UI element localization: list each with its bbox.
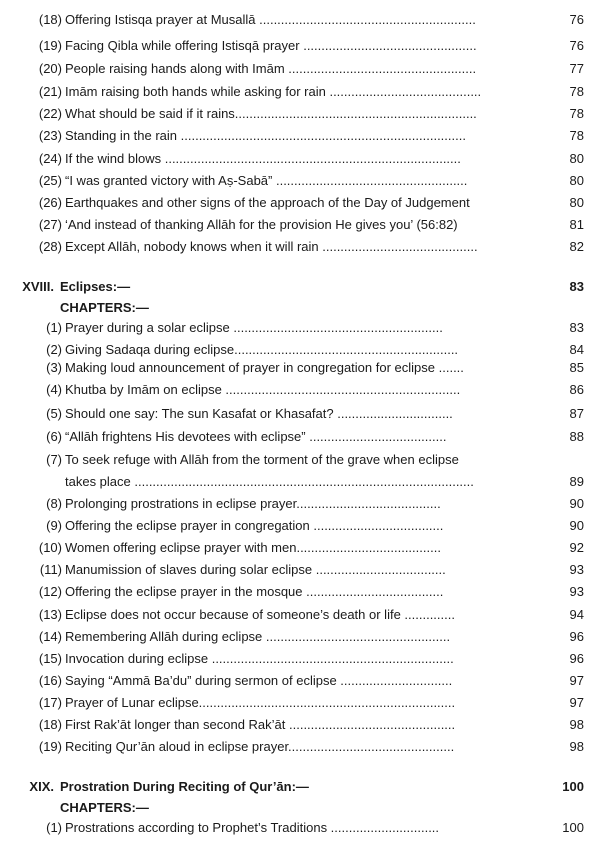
entry-number: (13) [38,607,62,622]
entry-title: Prayer of Lunar eclipse....................................................................... [65,695,456,710]
entry-number: (23) [38,128,62,143]
entry-page: 90 [569,496,584,511]
entry-number: (2) [46,342,62,357]
entry-title: What should be said if it rains................................................................... [65,106,477,121]
entry-title: Women offering eclipse prayer with men........................................ [65,540,441,555]
toc-entry [28,126,584,146]
entry-page: 87 [569,406,584,421]
entry-page: 97 [569,673,584,688]
entry-number: (9) [46,518,62,533]
entry-page: 82 [569,239,584,254]
entry-number: (19) [38,739,62,754]
entry-page: 98 [569,717,584,732]
entry-page: 97 [569,695,584,710]
toc-entry [28,715,584,735]
toc-entry [28,560,584,580]
entry-page: 96 [569,651,584,666]
entry-number: (21) [38,84,62,99]
toc-entry [28,82,584,102]
entry-title: ‘And instead of thanking Allāh for the provision He gives you’ (56:82) [65,217,458,232]
entry-title: Facing Qibla while offering Istisqā prayer ................................................ [65,38,477,53]
toc-entry [28,104,584,124]
entry-number: (27) [38,217,62,232]
entry-title: If the wind blows .................................................................................. [65,151,461,166]
entry-page: 100 [562,820,584,835]
entry-title: takes place .............................................................................................. [65,474,474,489]
entry-page: 94 [569,607,584,622]
entry-number: (19) [38,38,62,53]
entry-number: (7) [46,452,62,467]
entry-number: (8) [46,496,62,511]
toc-entry [28,10,584,30]
toc-entry [28,671,584,691]
toc-entry [28,427,584,447]
entry-number: (4) [46,382,62,397]
toc-entry [28,36,584,56]
toc-entry [28,582,584,602]
entry-number: (5) [46,406,62,421]
entry-page: 83 [569,320,584,335]
entry-number: (1) [46,320,62,335]
toc-entry [28,737,584,757]
entry-page: 76 [569,12,584,27]
entry-title: Standing in the rain ............................................................................... [65,128,466,143]
entry-number: (12) [38,584,62,599]
toc-entry [28,318,584,338]
entry-page: 96 [569,629,584,644]
entry-title: Remembering Allāh during eclipse ................................................... [65,629,451,644]
entry-title: Except Allāh, nobody knows when it will rain ........................................... [65,239,478,254]
entry-page: 88 [569,429,584,444]
toc-entry [28,237,584,257]
toc-entry [28,649,584,669]
section-title: Prostration During Reciting of Qur’ān:— [60,779,309,794]
entry-title: Offering Istisqa prayer at Musallā ............................................................ [65,12,476,27]
entry-page: 78 [569,106,584,121]
entry-number: (18) [38,717,62,732]
entry-title: “I was granted victory with Aṣ-Sabā” ..................................................... [65,173,468,188]
entry-title: Prostrations according to Prophet’s Traditions .............................. [65,820,440,835]
entry-title: People raising hands along with Imām .................................................... [65,61,477,76]
toc-entry [28,59,584,79]
entry-number: (25) [38,173,62,188]
toc-entry [28,404,584,424]
toc-entry [28,149,584,169]
toc-entry [28,193,584,213]
entry-page: 77 [569,61,584,76]
entry-page: 78 [569,84,584,99]
entry-number: (18) [38,12,62,27]
entry-number: (3) [46,360,62,375]
entry-number: (11) [39,562,62,577]
toc-entry [28,516,584,536]
entry-page: 86 [569,382,584,397]
entry-page: 78 [569,128,584,143]
entry-page: 90 [569,518,584,533]
entry-title: Invocation during eclipse ................................................................... [65,651,454,666]
entry-number: (24) [38,151,62,166]
entry-number: (20) [38,61,62,76]
entry-title: First Rak’āt longer than second Rak’āt .............................................. [65,717,456,732]
toc-entry [28,627,584,647]
toc-entry [28,215,584,235]
entry-number: (10) [38,540,62,555]
entry-title: Imām raising both hands while asking for rain .......................................... [65,84,482,99]
entry-page: 84 [569,342,584,357]
entry-title: Prayer during a solar eclipse .......................................................... [65,320,443,335]
chapters-label: CHAPTERS:— [60,300,149,315]
entry-title: Earthquakes and other signs of the approach of the Day of Judgement [65,195,470,210]
section-heading-xviii [0,277,584,297]
toc-entry [28,818,584,838]
toc-entry [28,605,584,625]
toc-entry [28,538,584,558]
entry-title: Manumission of slaves during solar eclipse .................................... [65,562,446,577]
entry-number: (1) [46,820,62,835]
section-number: XIX. [29,779,54,794]
section-page: 100 [562,779,584,794]
toc-entry [28,450,584,470]
entry-number: (6) [46,429,62,444]
entry-page: 93 [569,584,584,599]
entry-page: 89 [569,474,584,489]
entry-title: Giving Sadaqa during eclipse.............................................................. [65,342,459,357]
section-page: 83 [569,279,584,294]
entry-page: 80 [569,173,584,188]
toc-entry [28,340,584,360]
toc-entry-continuation [28,472,584,492]
section-number: XVIII. [22,279,54,294]
entry-page: 76 [569,38,584,53]
entry-title: Should one say: The sun Kasafat or Khasafat? ................................ [65,406,453,421]
entry-page: 85 [569,360,584,375]
entry-page: 80 [569,151,584,166]
entry-page: 81 [569,217,584,232]
entry-number: (15) [38,651,62,666]
entry-title: Khutba by Imām on eclipse ................................................................. [65,382,461,397]
entry-page: 93 [569,562,584,577]
entry-number: (28) [38,239,62,254]
section-title: Eclipses:— [60,279,131,294]
entry-title: Prolonging prostrations in eclipse prayer........................................ [65,496,441,511]
entry-number: (26) [38,195,62,210]
entry-title: Saying “Ammā Ba’du” during sermon of eclipse ............................... [65,673,453,688]
section-heading-xix [0,777,584,797]
toc-entry [28,494,584,514]
entry-page: 92 [569,540,584,555]
entry-title: Offering the eclipse prayer in congregation .................................... [65,518,444,533]
entry-number: (22) [38,106,62,121]
toc-entry [28,171,584,191]
entry-page: 80 [569,195,584,210]
entry-title: Offering the eclipse prayer in the mosque ...................................... [65,584,444,599]
entry-page: 98 [569,739,584,754]
toc-entry [28,380,584,400]
entry-number: (17) [38,695,62,710]
entry-title: To seek refuge with Allāh from the torment of the grave when eclipse [65,452,459,467]
entry-title: Eclipse does not occur because of someone’s death or life .............. [65,607,455,622]
entry-number: (14) [38,629,62,644]
entry-title: “Allāh frightens His devotees with eclipse” ...................................... [65,429,447,444]
entry-title: Reciting Qur’ān aloud in eclipse prayer.............................................. [65,739,455,754]
chapters-label: CHAPTERS:— [60,800,149,815]
entry-title: Making loud announcement of prayer in congregation for eclipse ....... [65,360,464,375]
entry-number: (16) [38,673,62,688]
toc-entry [28,358,584,378]
toc-entry [28,693,584,713]
